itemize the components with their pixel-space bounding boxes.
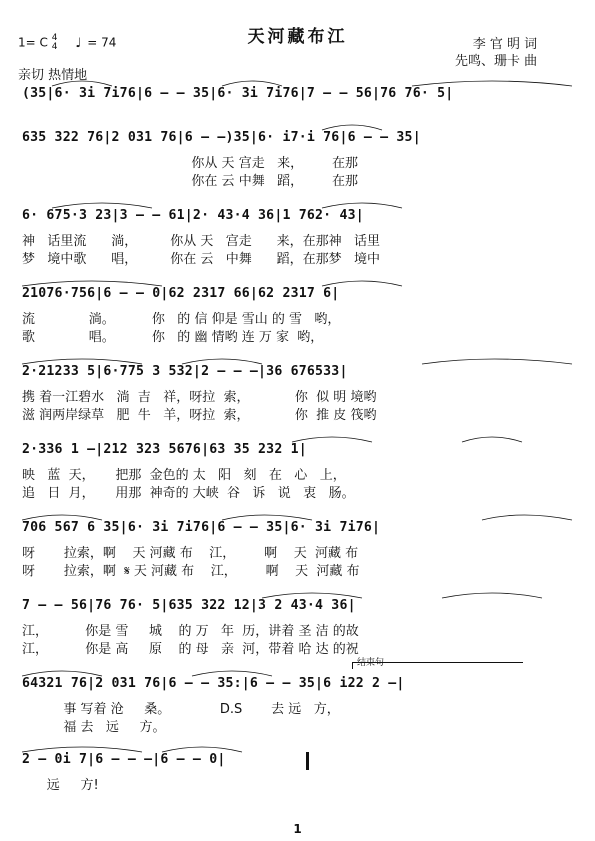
time-signature: 4 4 [51, 33, 58, 52]
lyrics-verse-1: 江， 你是 雪 城 的 万 年 历，讲着 圣 洁 的故 [22, 624, 359, 639]
notation-line: (35|6· 3i 7i76|6 — — 35|6· 3i 7i76|7 — — 56|76 76· 5| [22, 86, 454, 101]
lyrics-verse-2: 歌 唱。 你 的 幽 情哟 连 万 家 哟， [22, 330, 324, 345]
credits [455, 36, 537, 70]
lyrics-verse-1: 流 淌。 你 的 信 仰是 雪山 的 雪 哟， [22, 312, 341, 327]
final-barline [306, 752, 309, 770]
notation-line: 635 322 76|2 031 76|6 — —)35|6· i7·i 76|6 — — 35| [22, 130, 421, 145]
lyrics-verse-1: 神 话里流 淌， 你从 天 宫走 来，在那神 话里 [22, 234, 380, 249]
lyrics-verse-1: 你从 天 宫走 来， 在那 [22, 156, 359, 171]
lyricist: 李 官 明 词 [472, 37, 538, 52]
key-signature [18, 34, 116, 52]
lyrics-verse-2: 呀 拉索，啊 𝄋 天 河藏 布 江， 啊 天 河藏 布 [22, 564, 360, 579]
notation-line: 2·21233 5|6·775 3 532|2 — — —|36 676533| [22, 364, 348, 379]
composer: 先鸣、珊卡 曲 [455, 54, 538, 69]
page-number: 1 [293, 822, 302, 836]
lyrics-verse-2: 滋 润两岸绿草 肥 牛 羊，呀拉 索， 你 推 皮 筏哟 [22, 408, 377, 423]
ending-label: 结束句 [357, 658, 385, 668]
song-title: 天河藏布江 [247, 27, 348, 47]
lyrics-verse-2: 追 日 月， 用那 神奇的 大峡 谷 诉 说 衷 肠。 [22, 486, 355, 501]
lyrics-verse-2: 福 去 远 方。 [22, 720, 166, 735]
notation-line: 6· 675·3 23|3 — — 61|2· 43·4 36|1 762· 43| [22, 208, 364, 223]
lyrics-verse-2: 江， 你是 高 原 的 母 亲 河，带着 哈 达 的祝 [22, 642, 359, 657]
lyrics-verse-2: 梦 境中歌 唱， 你在 云 中舞 蹈，在那梦 境中 [22, 252, 380, 267]
lyrics-verse-1: 事 写着 沧 桑。 D.S 去 远 方， [22, 702, 340, 717]
quarter-note-icon: ♩ [75, 35, 82, 51]
notation-line: 2·336 1 —|212 323 5676|63 35 232 1| [22, 442, 307, 457]
expression-mark: 亲切 热情地 [18, 68, 88, 83]
notation-line: 21076·756|6 — — 0|62 2317 66|62 2317 6| [22, 286, 340, 301]
lyrics-verse-2: 你在 云 中舞 蹈， 在那 [22, 174, 359, 189]
lyrics-verse-1: 远 方! [22, 778, 99, 793]
lyrics-verse-1: 呀 拉索，啊 天 河藏 布 江， 啊 天 河藏 布 [22, 546, 359, 561]
lyrics-verse-1: 映 蓝 天， 把那 金色的 太 阳 刻 在 心 上， [22, 468, 346, 483]
notation-line: 706 567 6 35|6· 3i 7i76|6 — — 35|6· 3i 7i76| [22, 520, 381, 535]
key-text: 1= C [18, 35, 48, 50]
notation-line: 2 — 0i 7|6 — — —|6 — — 0| [22, 752, 226, 767]
lyrics-verse-1: 携 着一江碧水 淌 吉 祥，呀拉 索， 你 似 明 境哟 [22, 390, 377, 405]
notation-line: 64321 76|2 031 76|6 — — 35:|6 — — 35|6 i22 2 —| [22, 676, 405, 691]
tempo-text: = 74 [87, 35, 117, 50]
notation-line: 7 — — 56|76 76· 5|635 322 12|3 2 43·4 36| [22, 598, 356, 613]
